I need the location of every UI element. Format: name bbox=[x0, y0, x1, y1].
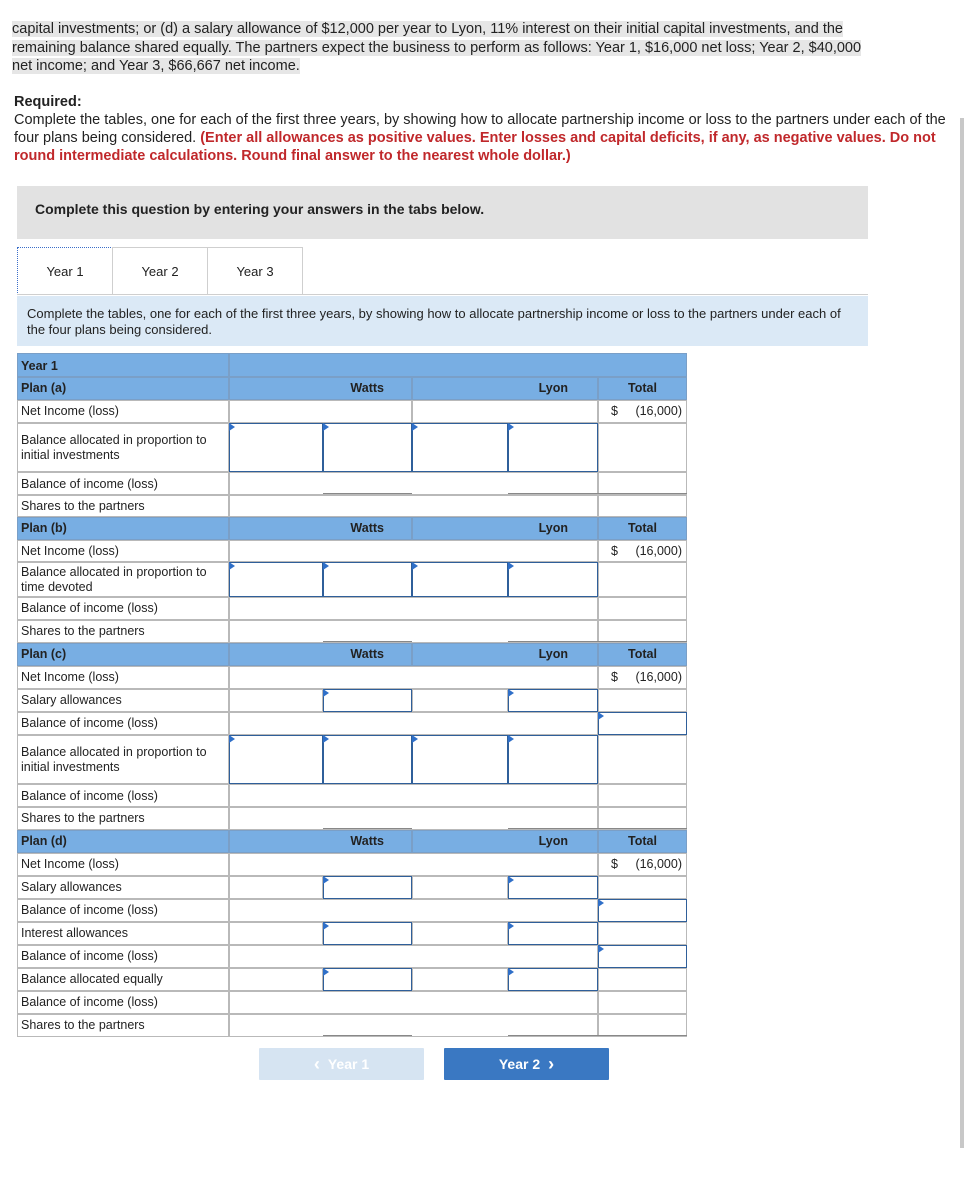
intro-line-3: net income; and Year 3, $66,667 net income. bbox=[12, 58, 300, 74]
plan-c-watts-header: Watts bbox=[229, 643, 412, 666]
plan-a-watts-header: Watts bbox=[229, 377, 412, 400]
plan-d-interest-total bbox=[598, 922, 687, 945]
plan-c-salary-spacer-1 bbox=[229, 689, 323, 712]
plan-d-equal-lyon-input[interactable] bbox=[508, 968, 598, 991]
currency-symbol: $ bbox=[611, 404, 618, 418]
plan-a-alloc-watts-pct-input[interactable] bbox=[229, 423, 323, 472]
plan-b-balance-label: Balance of income (loss) bbox=[17, 597, 229, 620]
currency-symbol: $ bbox=[611, 670, 618, 684]
plan-c-salary-watts-input[interactable] bbox=[323, 689, 412, 712]
plan-b-lyon-subtotal-line bbox=[508, 641, 598, 642]
plan-d-salary-spacer-1 bbox=[229, 876, 323, 899]
plan-b-alloc-total bbox=[598, 562, 687, 597]
plan-d-equal-watts-input[interactable] bbox=[323, 968, 412, 991]
plan-d-salary-label: Salary allowances bbox=[17, 876, 229, 899]
plan-d-balance-row bbox=[229, 899, 598, 922]
plan-d-balance3-row bbox=[229, 991, 598, 1014]
plan-c-balance2-label: Balance of income (loss) bbox=[17, 784, 229, 807]
plan-d-balance3-total bbox=[598, 991, 687, 1014]
plan-a-lyon-header: Lyon bbox=[412, 377, 598, 400]
tab-instruction-text: Complete the tables, one for each of the first three years, by showing how to allocate partnership income or loss to the partners under each of the four plans being considered. bbox=[27, 306, 841, 337]
plan-d-watts-subtotal-line bbox=[323, 1035, 412, 1036]
table-year-label: Year 1 bbox=[17, 353, 229, 377]
chevron-right-icon: › bbox=[548, 1053, 555, 1074]
plan-b-net-income-label: Net Income (loss) bbox=[17, 540, 229, 562]
plan-d-shares-row bbox=[229, 1014, 598, 1037]
plan-a-net-income-watts bbox=[229, 400, 412, 423]
plan-c-salary-spacer-2 bbox=[412, 689, 508, 712]
plan-d-net-income-total bbox=[598, 853, 687, 876]
plan-a-net-income-label: Net Income (loss) bbox=[17, 400, 229, 423]
plan-b-total-subtotal-line bbox=[598, 641, 687, 642]
prompt-text: Complete this question by entering your answers in the tabs below. bbox=[35, 201, 485, 217]
plan-c-net-income-row bbox=[229, 666, 598, 689]
plan-b-watts-subtotal-line bbox=[323, 641, 412, 642]
plan-d-salary-watts-input[interactable] bbox=[323, 876, 412, 899]
plan-b-net-income-row bbox=[229, 540, 598, 562]
plan-b-alloc-lyon-pct-input[interactable] bbox=[412, 562, 508, 597]
tab-year-1[interactable]: Year 1 bbox=[17, 247, 113, 295]
plan-c-salary-label: Salary allowances bbox=[17, 689, 229, 712]
plan-d-lyon-header: Lyon bbox=[412, 830, 598, 853]
plan-d-total-header: Total bbox=[598, 830, 687, 853]
plan-a-net-income-total bbox=[598, 400, 687, 423]
plan-a-balance-label: Balance of income (loss) bbox=[17, 472, 229, 495]
plan-d-watts-header: Watts bbox=[229, 830, 412, 853]
plan-a-net-loss-value: (16,000) bbox=[635, 404, 682, 418]
plan-a-alloc-total bbox=[598, 423, 687, 472]
plan-a-alloc-lyon-pct-input[interactable] bbox=[412, 423, 508, 472]
plan-c-alloc-lyon-pct-input[interactable] bbox=[412, 735, 508, 784]
plan-d-net-loss-value: (16,000) bbox=[635, 857, 682, 871]
plan-a-total-subtotal-line bbox=[598, 493, 687, 494]
plan-b-net-loss-value: (16,000) bbox=[635, 544, 682, 558]
plan-c-balance2-total bbox=[598, 784, 687, 807]
plan-b-alloc-label: Balance allocated in proportion to time devoted bbox=[17, 562, 229, 597]
plan-d-balance-total-input[interactable] bbox=[598, 899, 687, 922]
plan-b-title: Plan (b) bbox=[17, 517, 229, 540]
plan-a-lyon-subtotal-line bbox=[508, 493, 598, 494]
plan-d-net-income-label: Net Income (loss) bbox=[17, 853, 229, 876]
problem-intro bbox=[12, 20, 937, 76]
intro-line-2: remaining balance shared equally. The partners expect the business to perform as follows: Year 1, $16,000 net loss; Year 2, $40,000 bbox=[12, 39, 862, 56]
plan-c-shares-row bbox=[229, 807, 598, 830]
plan-c-total-subtotal-line bbox=[598, 828, 687, 829]
plan-c-net-income-label: Net Income (loss) bbox=[17, 666, 229, 689]
next-year-button[interactable] bbox=[444, 1048, 609, 1080]
plan-a-alloc-label: Balance allocated in proportion to initial investments bbox=[17, 423, 229, 472]
plan-b-balance-total bbox=[598, 597, 687, 620]
chevron-left-icon: ‹ bbox=[313, 1053, 320, 1074]
plan-b-shares-total bbox=[598, 620, 687, 643]
required-note: (Enter all allowances as positive values. Enter losses and capital deficits, if any, as negative values. Do not round intermediate calculations. Round final answer to the nearest whole dollar.) bbox=[14, 130, 936, 164]
plan-c-watts-subtotal-line bbox=[323, 828, 412, 829]
plan-c-alloc-label: Balance allocated in proportion to initial investments bbox=[17, 735, 229, 784]
plan-d-net-income-row bbox=[229, 853, 598, 876]
plan-b-net-income-total bbox=[598, 540, 687, 562]
plan-d-salary-total bbox=[598, 876, 687, 899]
plan-d-title: Plan (d) bbox=[17, 830, 229, 853]
plan-d-total-subtotal-line bbox=[598, 1035, 687, 1036]
plan-c-lyon-header: Lyon bbox=[412, 643, 598, 666]
plan-b-alloc-watts-input[interactable] bbox=[323, 562, 412, 597]
next-year-label: Year 2 bbox=[498, 1056, 541, 1072]
plan-c-balance2-row bbox=[229, 784, 598, 807]
plan-a-shares-label: Shares to the partners bbox=[17, 495, 229, 517]
year-header-fill bbox=[229, 353, 687, 377]
plan-c-net-income-total bbox=[598, 666, 687, 689]
page-scrollbar[interactable] bbox=[960, 118, 964, 1148]
plan-d-interest-label: Interest allowances bbox=[17, 922, 229, 945]
plan-c-alloc-lyon-input[interactable] bbox=[508, 735, 598, 784]
prev-year-button[interactable] bbox=[259, 1048, 424, 1080]
tab-divider bbox=[17, 294, 868, 295]
tab-year-2[interactable]: Year 2 bbox=[112, 247, 208, 294]
currency-symbol: $ bbox=[611, 544, 618, 558]
plan-c-salary-total bbox=[598, 689, 687, 712]
plan-c-balance-label: Balance of income (loss) bbox=[17, 712, 229, 735]
plan-d-equal-spacer-2 bbox=[412, 968, 508, 991]
plan-c-alloc-total bbox=[598, 735, 687, 784]
plan-a-alloc-lyon-input[interactable] bbox=[508, 423, 598, 472]
plan-a-balance-total bbox=[598, 472, 687, 495]
currency-symbol: $ bbox=[611, 857, 618, 871]
plan-a-net-income-lyon bbox=[412, 400, 598, 423]
plan-c-balance-total-input[interactable] bbox=[598, 712, 687, 735]
plan-a-watts-subtotal-line bbox=[323, 493, 412, 494]
plan-d-interest-spacer-2 bbox=[412, 922, 508, 945]
plan-d-equal-label: Balance allocated equally bbox=[17, 968, 229, 991]
plan-d-shares-label: Shares to the partners bbox=[17, 1014, 229, 1037]
plan-d-equal-total bbox=[598, 968, 687, 991]
plan-c-net-loss-value: (16,000) bbox=[635, 670, 682, 684]
tab-year-3[interactable]: Year 3 bbox=[207, 247, 303, 294]
plan-d-salary-lyon-input[interactable] bbox=[508, 876, 598, 899]
plan-d-balance-label: Balance of income (loss) bbox=[17, 899, 229, 922]
plan-b-total-header: Total bbox=[598, 517, 687, 540]
plan-c-total-header: Total bbox=[598, 643, 687, 666]
prev-year-label: Year 1 bbox=[327, 1056, 370, 1072]
plan-b-balance-row bbox=[229, 597, 598, 620]
plan-a-total-header: Total bbox=[598, 377, 687, 400]
plan-a-title: Plan (a) bbox=[17, 377, 229, 400]
intro-line-1: capital investments; or (d) a salary allowance of $12,000 per year to Lyon, 11% interest on their initial capital investments, and the bbox=[12, 21, 843, 37]
plan-c-title: Plan (c) bbox=[17, 643, 229, 666]
plan-c-shares-label: Shares to the partners bbox=[17, 807, 229, 830]
plan-c-alloc-watts-input[interactable] bbox=[323, 735, 412, 784]
plan-d-balance2-row bbox=[229, 945, 598, 968]
plan-d-balance2-label: Balance of income (loss) bbox=[17, 945, 229, 968]
plan-a-shares-row bbox=[229, 495, 598, 517]
plan-d-lyon-subtotal-line bbox=[508, 1035, 598, 1036]
plan-c-balance-row bbox=[229, 712, 598, 735]
plan-c-alloc-watts-pct-input[interactable] bbox=[229, 735, 323, 784]
plan-d-interest-watts-input[interactable] bbox=[323, 922, 412, 945]
plan-c-shares-total bbox=[598, 807, 687, 830]
plan-d-interest-lyon-input[interactable] bbox=[508, 922, 598, 945]
plan-b-alloc-lyon-input[interactable] bbox=[508, 562, 598, 597]
plan-a-balance-watts-lyon bbox=[229, 472, 598, 495]
plan-b-lyon-header: Lyon bbox=[412, 517, 598, 540]
required-section bbox=[14, 93, 954, 165]
plan-a-alloc-watts-input[interactable] bbox=[323, 423, 412, 472]
plan-c-lyon-subtotal-line bbox=[508, 828, 598, 829]
tab-instruction bbox=[17, 296, 868, 346]
plan-d-balance3-label: Balance of income (loss) bbox=[17, 991, 229, 1014]
plan-b-watts-header: Watts bbox=[229, 517, 412, 540]
plan-d-shares-total bbox=[598, 1014, 687, 1037]
plan-b-shares-row bbox=[229, 620, 598, 643]
required-title: Required: bbox=[14, 94, 82, 110]
required-text: Complete the tables, one for each of the first three years, by showing how to allocate partnership income or loss to the partners under each of the four plans being considered. bbox=[14, 112, 946, 146]
plan-a-shares-total bbox=[598, 495, 687, 517]
plan-d-equal-spacer-1 bbox=[229, 968, 323, 991]
plan-d-balance2-total-input[interactable] bbox=[598, 945, 687, 968]
prompt-banner bbox=[17, 186, 868, 239]
plan-d-interest-spacer-1 bbox=[229, 922, 323, 945]
plan-d-salary-spacer-2 bbox=[412, 876, 508, 899]
plan-c-salary-lyon-input[interactable] bbox=[508, 689, 598, 712]
plan-b-shares-label: Shares to the partners bbox=[17, 620, 229, 643]
plan-b-alloc-watts-pct-input[interactable] bbox=[229, 562, 323, 597]
